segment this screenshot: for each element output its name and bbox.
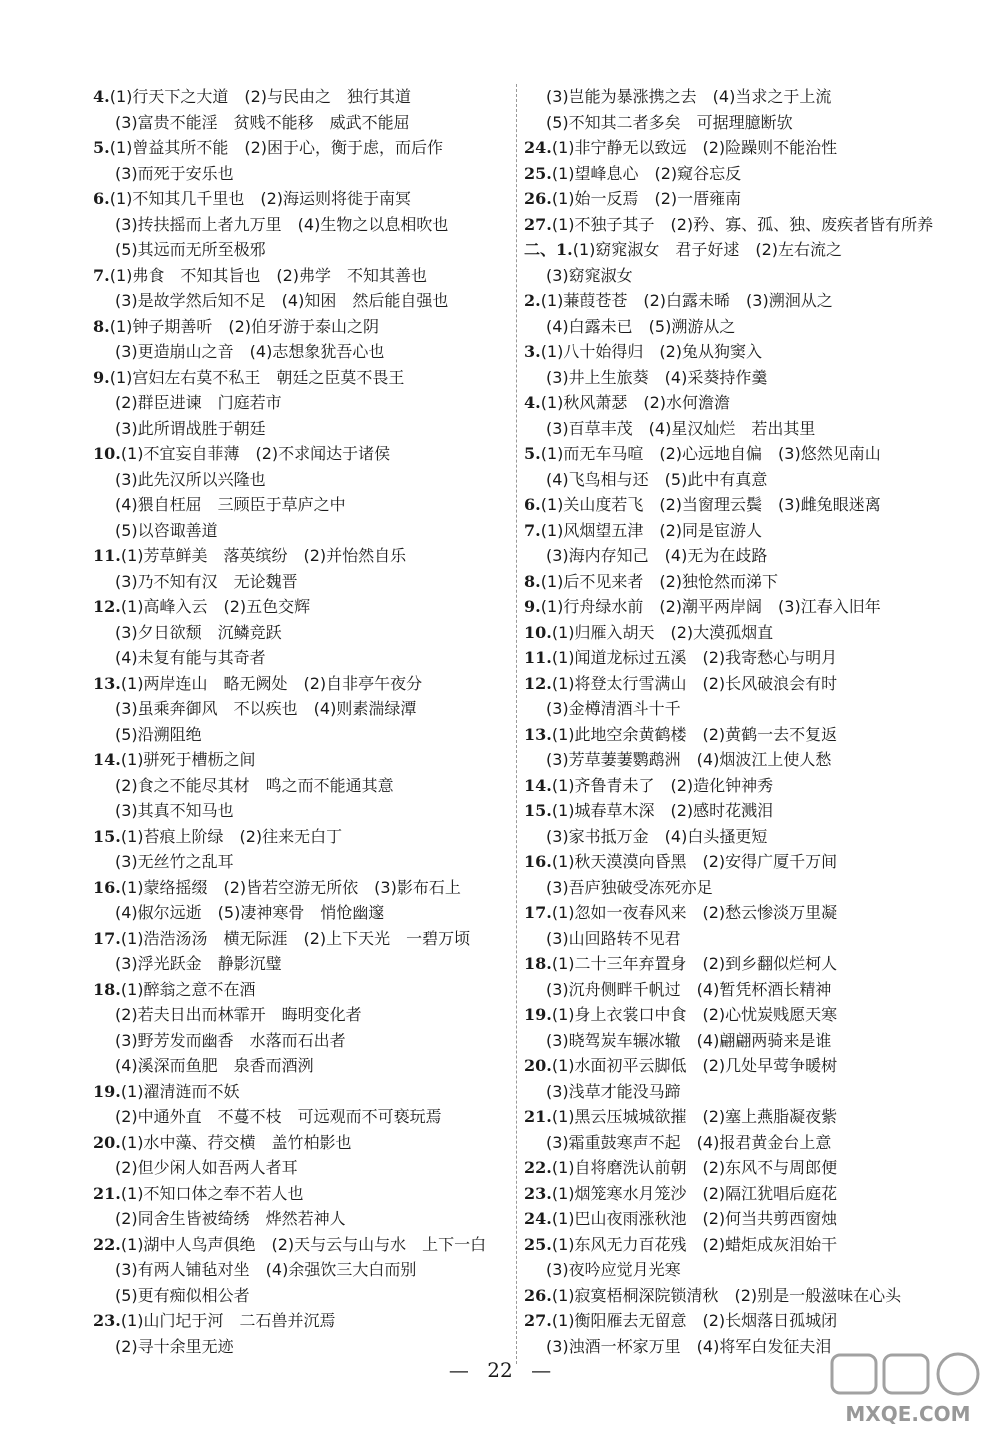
question-number: 11. <box>524 648 552 667</box>
answer-text: (2)群臣进谏 门庭若市 <box>115 393 282 412</box>
answer-text: (1)芳草鲜美 落英缤纷 (2)并怡然自乐 <box>120 546 407 565</box>
question-number: 24. <box>524 138 552 157</box>
answer-line <box>93 237 508 263</box>
answer-line <box>93 1155 508 1181</box>
question-number: 16. <box>93 877 121 897</box>
answer-text: (1)湖中人鸟声俱绝 (2)天与云与山与水 上下一白 <box>120 1234 487 1254</box>
question-number: 14. <box>524 775 552 795</box>
answer-line <box>93 1053 508 1079</box>
question-number: 9. <box>524 597 541 616</box>
question-number: 18. <box>524 954 552 973</box>
answer-line <box>93 1130 508 1156</box>
answer-line <box>93 1206 508 1232</box>
answer-line <box>93 110 508 136</box>
answer-line <box>524 212 964 238</box>
answer-line <box>524 288 964 314</box>
question-number: 7. <box>93 265 110 285</box>
answer-line <box>524 467 964 493</box>
answer-text: (1)关山度若飞 (2)当窗理云鬓 (3)雌兔眼迷离 <box>540 495 881 514</box>
answer-line <box>524 645 964 671</box>
answer-line <box>524 849 964 875</box>
watermark-url: MXQE.COM <box>845 1402 971 1426</box>
answer-line <box>93 135 508 161</box>
answer-line <box>93 467 508 493</box>
answer-text: (1)水中藻、荇交横 盖竹柏影也 <box>120 1132 352 1152</box>
answer-text: (1)蒹葭苍苍 (2)白露未晞 (3)溯洄从之 <box>540 291 833 310</box>
right-column <box>524 84 964 1359</box>
answer-text: (3)是故学然后知不足 (4)知困 然后能自强也 <box>115 291 449 310</box>
answer-text: (1)不知口体之奉不若人也 <box>120 1183 304 1203</box>
question-number: 15. <box>524 801 552 820</box>
answer-text: (3)吾庐独破受冻死亦足 <box>546 877 713 897</box>
answer-text: (1)不知其几千里也 (2)海运则将徙于南冥 <box>109 189 412 208</box>
answer-text: (5)不知其二者多矣 可据理臆断欤 <box>546 112 793 132</box>
answer-text: (3)晓驾炭车辗冰辙 (4)翩翩两骑来是谁 <box>546 1030 832 1050</box>
answer-line <box>93 951 508 977</box>
answer-text: (1)烟笼寒水月笼沙 (2)隔江犹唱后庭花 <box>551 1183 838 1203</box>
question-number: 22. <box>524 1158 552 1177</box>
answer-line <box>524 518 964 544</box>
answer-text: (2)食之不能尽其材 鸣之而不能通其意 <box>115 775 394 795</box>
answer-text: (1)行舟绿水前 (2)潮平两岸阔 (3)江春入旧年 <box>540 597 881 616</box>
answer-text: (3)山回路转不见君 <box>546 928 681 948</box>
question-number: 26. <box>524 1285 552 1305</box>
answer-line <box>93 620 508 646</box>
answer-text: (1)钟子期善听 (2)伯牙游于泰山之阴 <box>109 316 380 336</box>
answer-line <box>93 722 508 748</box>
answer-line <box>524 339 964 365</box>
answer-text: (3)岂能为暴涨携之去 (4)当求之于上流 <box>546 87 832 106</box>
answer-line <box>524 620 964 646</box>
answer-line <box>524 161 964 187</box>
answer-text: (1)将登太行雪满山 (2)长风破浪会有时 <box>551 673 838 693</box>
question-number: 4. <box>93 87 110 106</box>
answer-line <box>524 926 964 952</box>
question-number: 21. <box>93 1183 121 1203</box>
answer-text: (3)海内存知己 (4)无为在歧路 <box>546 546 768 565</box>
question-number: 27. <box>524 1311 552 1330</box>
answer-line <box>524 1257 964 1283</box>
answer-text: (1)东风无力百花残 (2)蜡炬成灰泪始干 <box>551 1234 838 1254</box>
answer-line <box>93 1334 508 1360</box>
question-number: 19. <box>524 1005 552 1024</box>
question-number: 6. <box>524 495 541 514</box>
answer-line <box>93 518 508 544</box>
question-number: 18. <box>93 979 121 999</box>
question-number: 23. <box>93 1311 121 1330</box>
answer-line <box>524 569 964 595</box>
answer-line <box>93 1079 508 1105</box>
answer-line <box>93 1283 508 1309</box>
answer-line <box>93 696 508 722</box>
question-number: 20. <box>93 1132 121 1152</box>
answer-text: (1)醉翁之意不在酒 <box>120 979 256 999</box>
answer-text: (3)窈窕淑女 <box>546 265 633 285</box>
answer-line <box>524 492 964 518</box>
answer-text: (1)窈窕淑女 君子好逑 (2)左右流之 <box>572 240 843 259</box>
answer-line <box>93 875 508 901</box>
answer-text: (1)城春草木深 (2)感时花溅泪 <box>551 801 774 820</box>
answer-text: (3)富贵不能淫 贫贱不能移 威武不能屈 <box>115 112 410 132</box>
answer-text: (1)闻道龙标过五溪 (2)我寄愁心与明月 <box>551 648 838 667</box>
answer-line <box>524 1028 964 1054</box>
question-number: 2. <box>524 291 541 310</box>
answer-line <box>524 314 964 340</box>
answer-text: (3)井上生旅葵 (4)采葵持作羹 <box>546 367 768 387</box>
answer-line <box>524 186 964 212</box>
answer-line <box>524 365 964 391</box>
answer-text: (1)自将磨洗认前朝 (2)东风不与周郎便 <box>551 1158 838 1177</box>
answer-text: (1)弗食 不知其旨也 (2)弗学 不知其善也 <box>109 265 428 285</box>
answer-line <box>524 390 964 416</box>
answer-text: (3)夕日欲颓 沉鳞竞跃 <box>115 622 282 642</box>
answer-line <box>93 849 508 875</box>
answer-line <box>524 696 964 722</box>
answer-text: (1)齐鲁青未了 (2)造化钟神秀 <box>551 775 774 795</box>
answer-line <box>93 288 508 314</box>
answer-text: (1)苔痕上阶绿 (2)往来无白丁 <box>120 826 343 846</box>
answer-line <box>93 824 508 850</box>
answer-line <box>524 1206 964 1232</box>
answer-text: (1)曾益其所不能 (2)困于心，衡于虑，而后作 <box>109 138 444 157</box>
answer-line <box>93 747 508 773</box>
answer-line <box>524 773 964 799</box>
answer-text: (3)野芳发而幽香 水落而石出者 <box>115 1030 346 1050</box>
question-number: 5. <box>524 444 541 463</box>
answer-text: (3)浮光跃金 静影沉璧 <box>115 954 282 973</box>
question-number: 17. <box>524 903 552 922</box>
answer-line <box>524 900 964 926</box>
answer-text: (3)无丝竹之乱耳 <box>115 852 234 871</box>
answer-text: (3)有两人铺毡对坐 (4)余强饮三大白而别 <box>115 1260 417 1279</box>
answer-text: (1)非宁静无以致远 (2)险躁则不能治性 <box>551 138 838 157</box>
question-number: 21. <box>524 1107 552 1126</box>
footer-dash-left: — <box>448 1358 469 1382</box>
answer-line <box>524 977 964 1003</box>
answer-line <box>93 212 508 238</box>
answer-text: (4)溪深而鱼肥 泉香而酒洌 <box>115 1056 314 1075</box>
answer-text: (1)宫妇左右莫不私王 朝廷之臣莫不畏王 <box>109 367 405 387</box>
question-number: 20. <box>524 1056 552 1075</box>
question-number: 8. <box>524 571 541 591</box>
answer-line <box>524 1181 964 1207</box>
answer-line <box>93 84 508 110</box>
answer-text: (1)黑云压城城欲摧 (2)塞上燕脂凝夜紫 <box>551 1107 838 1126</box>
answer-text: (1)归雁入胡天 (2)大漠孤烟直 <box>551 622 774 642</box>
answer-line <box>93 1232 508 1258</box>
answer-text: (3)乃不知有汉 无论魏晋 <box>115 571 298 591</box>
left-column <box>93 84 508 1359</box>
answer-line <box>524 824 964 850</box>
answer-line <box>93 492 508 518</box>
question-number: 16. <box>524 852 552 871</box>
answer-line <box>93 926 508 952</box>
question-number: 27. <box>524 214 552 234</box>
answer-text: (4)白露未已 (5)溯游从之 <box>546 316 736 336</box>
answer-text: (1)八十始得归 (2)兔从狗窦入 <box>540 342 763 361</box>
answer-text: (1)浩浩汤汤 横无际涯 (2)上下天光 一碧万顷 <box>120 928 471 948</box>
answer-line <box>524 1104 964 1130</box>
answer-text: (3)家书抵万金 (4)白头搔更短 <box>546 826 768 846</box>
answer-text: (1)行天下之大道 (2)与民由之 独行其道 <box>109 87 412 106</box>
answer-line <box>524 1130 964 1156</box>
answer-text: (2)中通外直 不蔓不枝 可远观而不可亵玩焉 <box>115 1107 442 1126</box>
question-number: 13. <box>524 724 552 744</box>
answer-text: (3)此先汉所以兴隆也 <box>115 469 266 489</box>
answer-text: (1)此地空余黄鹤楼 (2)黄鹤一去不复返 <box>551 724 838 744</box>
answer-line <box>524 1308 964 1334</box>
answer-line <box>524 798 964 824</box>
answer-text: (3)抟扶摇而上者九万里 (4)生物之以息相吹也 <box>115 214 449 234</box>
answer-line <box>524 875 964 901</box>
answer-text: (3)芳草萋萋鹦鹉洲 (4)烟波江上使人愁 <box>546 750 832 769</box>
answer-text: (3)霜重鼓寒声不起 (4)报君黄金台上意 <box>546 1132 832 1152</box>
question-number: 5. <box>93 138 110 157</box>
answer-line <box>93 1308 508 1334</box>
answer-text: (1)忽如一夜春风来 (2)愁云惨淡万里凝 <box>551 903 838 922</box>
answer-text: (1)风烟望五津 (2)同是宦游人 <box>540 520 763 540</box>
answer-text: (3)金樽清酒斗十千 <box>546 699 681 718</box>
answer-text: (1)身上衣裳口中食 (2)心忧炭贱愿天寒 <box>551 1005 838 1024</box>
answer-line <box>524 135 964 161</box>
answer-text: (3)其真不知马也 <box>115 801 234 820</box>
answer-text: (1)而无车马喧 (2)心远地自偏 (3)悠然见南山 <box>540 444 881 463</box>
answer-line <box>524 722 964 748</box>
answer-text: (4)飞鸟相与还 (5)此中有真意 <box>546 469 768 489</box>
answer-line <box>93 314 508 340</box>
question-number: 15. <box>93 826 121 846</box>
answer-line <box>93 594 508 620</box>
question-number: 22. <box>93 1234 121 1254</box>
answer-line <box>93 1104 508 1130</box>
question-number: 26. <box>524 189 552 208</box>
answer-line <box>93 1028 508 1054</box>
question-number: 6. <box>93 189 110 208</box>
answer-text: (5)更有痴似相公者 <box>115 1285 250 1305</box>
answer-text: (2)若夫日出而林霏开 晦明变化者 <box>115 1005 362 1024</box>
watermark-logo <box>828 1351 988 1431</box>
answer-text: (4)俶尔远逝 (5)凄神寒骨 悄怆幽邃 <box>115 903 385 922</box>
answer-line <box>524 441 964 467</box>
answer-line <box>524 237 964 263</box>
question-number: 13. <box>93 673 121 693</box>
question-number: 17. <box>93 928 121 948</box>
answer-line <box>93 161 508 187</box>
question-number: 25. <box>524 163 552 183</box>
answer-line <box>93 416 508 442</box>
answer-line <box>524 1155 964 1181</box>
answer-line <box>93 543 508 569</box>
answer-text: (4)猥自枉屈 三顾臣于草庐之中 <box>115 495 346 514</box>
question-number: 14. <box>93 750 121 769</box>
question-number: 4. <box>524 393 541 412</box>
answer-text: (1)骈死于槽枥之间 <box>120 750 256 769</box>
answer-line <box>524 110 964 136</box>
answer-line <box>93 339 508 365</box>
answer-text: (3)更造崩山之音 (4)志想象犹吾心也 <box>115 342 385 361</box>
column-divider <box>516 84 517 1364</box>
answer-text: (1)蒙络摇缀 (2)皆若空游无所依 (3)影布石上 <box>120 877 461 897</box>
answer-line <box>524 747 964 773</box>
answer-line <box>93 671 508 697</box>
answer-line <box>93 569 508 595</box>
answer-text: (3)浅草才能没马蹄 <box>546 1081 681 1101</box>
answer-text: (3)虽乘奔御风 不以疾也 (4)则素湍绿潭 <box>115 699 417 718</box>
answer-text: (5)沿溯阻绝 <box>115 724 202 744</box>
answer-text: (1)水面初平云脚低 (2)几处早莺争暖树 <box>551 1056 838 1075</box>
answer-text: (2)同舍生皆被绮绣 烨然若神人 <box>115 1209 346 1228</box>
answer-line <box>524 416 964 442</box>
answer-line <box>524 1053 964 1079</box>
answer-text: (1)望峰息心 (2)窥谷忘反 <box>551 163 742 183</box>
answer-line <box>93 1257 508 1283</box>
question-number: 12. <box>93 597 121 616</box>
page-number: 22 <box>487 1358 513 1382</box>
answer-text: (4)未复有能与其奇者 <box>115 648 266 667</box>
answer-text: (1)寂寞梧桐深院锁清秋 (2)别是一般滋味在心头 <box>551 1285 902 1305</box>
answer-text: (1)高峰入云 (2)五色交辉 <box>120 597 311 616</box>
question-number: 9. <box>93 367 110 387</box>
answer-line <box>524 543 964 569</box>
answer-line <box>93 365 508 391</box>
answer-line <box>93 390 508 416</box>
answer-text: (3)浊酒一杯家万里 (4)将军白发征夫泪 <box>546 1336 832 1356</box>
question-number: 8. <box>93 316 110 336</box>
question-number: 11. <box>93 546 121 565</box>
answer-line <box>93 1181 508 1207</box>
answer-text: (5)以咨诹善道 <box>115 520 218 540</box>
answer-text: (1)秋天漠漠向昏黑 (2)安得广厦千万间 <box>551 852 838 871</box>
answer-text: (3)而死于安乐也 <box>115 163 234 183</box>
question-number: 24. <box>524 1209 552 1228</box>
question-number: 二、1. <box>524 240 573 259</box>
answer-text: (3)沉舟侧畔千帆过 (4)暂凭杯酒长精神 <box>546 979 832 999</box>
answer-line <box>93 645 508 671</box>
answer-text: (1)始一反焉 (2)一厝雍南 <box>551 189 742 208</box>
answer-text: (2)但少闲人如吾两人者耳 <box>115 1158 298 1177</box>
answer-line <box>524 951 964 977</box>
question-number: 23. <box>524 1183 552 1203</box>
question-number: 3. <box>524 342 541 361</box>
answer-text: (1)秋风萧瑟 (2)水何澹澹 <box>540 393 731 412</box>
answer-text: (3)夜吟应觉月光寒 <box>546 1260 681 1279</box>
answer-text: (1)不独子其子 (2)矜、寡、孤、独、废疾者皆有所养 <box>551 214 934 234</box>
answer-line <box>524 671 964 697</box>
answer-line <box>93 263 508 289</box>
answer-line <box>93 798 508 824</box>
answer-line <box>93 977 508 1003</box>
answer-line <box>93 1002 508 1028</box>
answer-line <box>93 441 508 467</box>
answer-text: (1)山门圮于河 二石兽并沉焉 <box>120 1311 336 1330</box>
answer-line <box>524 1079 964 1105</box>
footer-dash-right: — <box>531 1358 552 1382</box>
question-number: 19. <box>93 1081 121 1101</box>
answer-text: (1)两岸连山 略无阙处 (2)自非亭午夜分 <box>120 673 423 693</box>
answer-line <box>93 900 508 926</box>
question-number: 10. <box>93 444 121 463</box>
answer-text: (1)后不见来者 (2)独怆然而涕下 <box>540 571 779 591</box>
answer-text: (3)此所谓战胜于朝廷 <box>115 418 266 438</box>
answer-line <box>524 1002 964 1028</box>
answer-line <box>524 594 964 620</box>
question-number: 25. <box>524 1234 552 1254</box>
answer-line <box>524 1283 964 1309</box>
answer-line <box>524 1232 964 1258</box>
question-number: 7. <box>524 520 541 540</box>
answer-line <box>93 186 508 212</box>
answer-text: (1)濯清涟而不妖 <box>120 1081 240 1101</box>
answer-text: (5)其远而无所至极邪 <box>115 240 266 259</box>
question-number: 12. <box>524 673 552 693</box>
answer-line <box>524 263 964 289</box>
answer-text: (3)百草丰茂 (4)星汉灿烂 若出其里 <box>546 418 816 438</box>
answer-line <box>93 773 508 799</box>
answer-text: (1)二十三年弃置身 (2)到乡翻似烂柯人 <box>551 954 838 973</box>
answer-text: (2)寻十余里无迹 <box>115 1336 234 1356</box>
answer-line <box>524 84 964 110</box>
answer-text: (1)不宜妄自菲薄 (2)不求闻达于诸侯 <box>120 444 391 463</box>
answer-text: (1)巴山夜雨涨秋池 (2)何当共剪西窗烛 <box>551 1209 838 1228</box>
answer-text: (1)衡阳雁去无留意 (2)长烟落日孤城闭 <box>551 1311 838 1330</box>
question-number: 10. <box>524 622 552 642</box>
